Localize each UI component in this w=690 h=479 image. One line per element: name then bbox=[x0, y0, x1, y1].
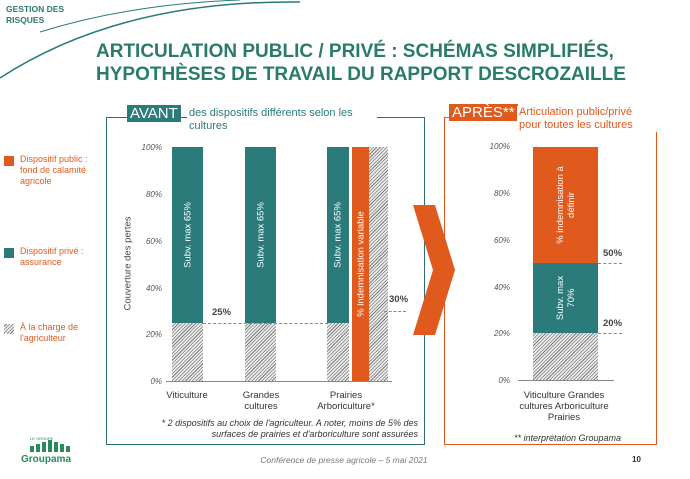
cat-apres: Viticulture Grandes cultures Arboriculture Prairies bbox=[519, 390, 609, 423]
footer-conference: Conférence de presse agricole – 5 mai 2021 bbox=[260, 455, 428, 465]
legend-agriculteur bbox=[4, 322, 104, 344]
bar-grandes-hatch bbox=[245, 323, 276, 381]
avant-y-axis-title: Couverture des pertes bbox=[122, 216, 134, 311]
cat-viticulture: Viticulture bbox=[166, 390, 208, 401]
legend-public bbox=[4, 154, 104, 187]
legend-swatch-orange bbox=[4, 156, 14, 166]
avant-subtitle: des dispositifs différents selon les cultures bbox=[187, 107, 377, 133]
bar-prairies-public bbox=[352, 147, 369, 381]
apres-subtitle: Articulation public/privé pour toutes les cultures bbox=[517, 106, 657, 132]
apres-tick: 80% bbox=[493, 189, 510, 198]
avant-tick: 60% bbox=[145, 237, 162, 246]
avant-tick: 40% bbox=[145, 284, 162, 293]
apres-value-50: 50% bbox=[603, 248, 623, 259]
bar-label: % indemnisation à définir bbox=[554, 166, 577, 244]
apres-tick: 40% bbox=[493, 283, 510, 292]
section-label: GESTION DES RISQUES bbox=[6, 4, 65, 25]
bar-prairies-hatch bbox=[327, 323, 349, 381]
apres-20-line bbox=[598, 333, 622, 334]
apres-50-line bbox=[598, 263, 622, 264]
legend-label: À la charge de l'agriculteur bbox=[20, 322, 79, 343]
apres-tick: 20% bbox=[493, 329, 510, 338]
avant-footnote: * 2 dispositifs au choix de l'agriculteur. A noter, moins de 5% des surfaces de prairies et d'arboriculture sont assurées bbox=[161, 418, 418, 439]
page-number: 10 bbox=[632, 455, 641, 464]
page-title: ARTICULATION PUBLIC / PRIVÉ : SCHÉMAS SIMPLIFIÉS, HYPOTHÈSES DE TRAVAIL DU RAPPORT DESCROZAILLE bbox=[96, 41, 626, 85]
apres-tick: 0% bbox=[498, 376, 510, 385]
legend-label: Dispositif privé : assurance bbox=[20, 246, 84, 267]
bar-prairies-public-hatch bbox=[368, 147, 388, 381]
avant-tag: AVANT bbox=[127, 105, 181, 122]
apres-tick: 60% bbox=[493, 236, 510, 245]
avant-25-line bbox=[203, 323, 328, 324]
avant-value-25: 25% bbox=[212, 307, 232, 318]
logo-text: Groupama bbox=[21, 454, 72, 465]
bar-label: Subv. max 65% bbox=[182, 202, 193, 268]
cat-grandes: Grandes cultures bbox=[242, 390, 280, 412]
bar-viticulture-assurance bbox=[172, 147, 203, 323]
bar-prairies-assurance bbox=[327, 147, 349, 323]
bar-apres-hatch bbox=[533, 333, 598, 380]
avant-tick: 20% bbox=[145, 330, 162, 339]
avant-tick: 80% bbox=[145, 190, 162, 199]
groupama-logo-icon bbox=[28, 440, 88, 454]
apres-tick: 100% bbox=[489, 142, 510, 151]
apres-value-20: 20% bbox=[603, 318, 623, 329]
bar-apres-public bbox=[533, 147, 598, 263]
logo-subtitle: LE GROUPE bbox=[30, 436, 54, 441]
apres-x-axis bbox=[518, 380, 614, 381]
avant-value-30: 30% bbox=[389, 294, 409, 305]
bar-label: Subv. max 70% bbox=[554, 275, 577, 321]
avant-30-line bbox=[384, 311, 406, 312]
legend-swatch-teal bbox=[4, 248, 14, 258]
legend-swatch-hatch bbox=[4, 324, 14, 334]
legend-label: Dispositif public : fond de calamité agricole bbox=[20, 154, 88, 186]
apres-tag: APRÈS** bbox=[449, 104, 518, 121]
apres-footnote: ** interprétation Groupama bbox=[513, 433, 621, 443]
avant-tick: 100% bbox=[141, 143, 162, 152]
bar-apres-assurance bbox=[533, 263, 598, 333]
avant-x-axis bbox=[166, 381, 392, 382]
avant-tick: 0% bbox=[150, 377, 162, 386]
legend-prive bbox=[4, 246, 104, 268]
cat-prairies: Prairies Arboriculture* bbox=[317, 390, 375, 412]
bar-label: Subv. max 65% bbox=[255, 202, 266, 268]
bar-viticulture-hatch bbox=[172, 323, 203, 381]
bar-grandes-assurance bbox=[245, 147, 276, 323]
bar-label: % indemnisation variable bbox=[355, 211, 366, 317]
bar-label: Subv. max 65% bbox=[332, 202, 344, 268]
